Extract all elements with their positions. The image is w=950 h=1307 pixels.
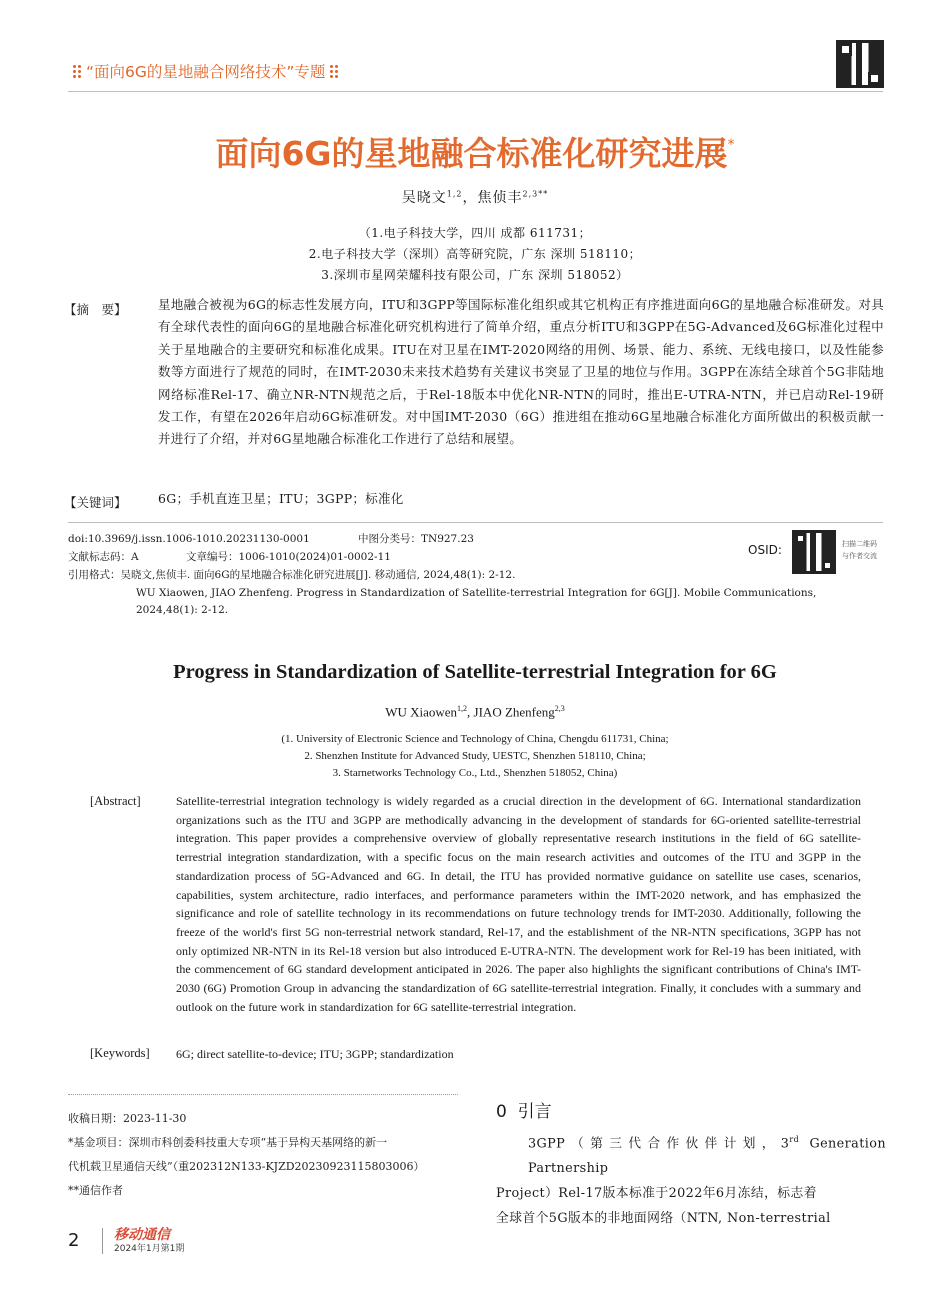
footnote-divider [68,1094,458,1095]
doc-code: 文献标志码：A [68,551,139,563]
issue-info: 2024年1月第1期 [114,1244,185,1254]
keywords-cn-label: 【关键词】 [64,495,127,510]
intro-line-2: Project）Rel-17版本标准于2022年6月冻结，标志着 [496,1186,817,1202]
dots-icon [329,64,339,80]
section-heading: 0 引言 [496,1102,552,1122]
abstract-cn-label: 【摘 要】 [64,302,127,317]
topic-header [68,60,343,82]
topic-text: “面向6G的星地融合网络技术”专题 [86,63,326,81]
doi: doi:10.3969/j.issn.1006-1010.20231130-0001 [68,533,310,545]
qr-code-icon [836,40,884,88]
affiliation-cn-2: 2.电子科技大学（深圳）高等研究院，广东 深圳 518110； [308,247,642,261]
citation-en-2: 2024,48(1): 2-12. [136,604,229,616]
page-title-cn: 面向6G的星地融合标准化研究进展* [215,134,735,173]
footer-divider [102,1228,103,1254]
journal-logo: 移动通信 [114,1227,170,1243]
corresponding-author: **通信作者 [68,1184,123,1197]
authors-en: WU Xiaowen$^{1,2}$, JIAO Zhenfeng$^{2,3}$ [385,704,565,720]
keywords-en-text: 6G; direct satellite-to-device; ITU; 3GPP; standardization [176,1047,454,1061]
page-title-en: Progress in Standardization of Satellite-terrestrial Integration for 6G [173,661,777,683]
intro-line-1: 3GPP（第三代合作伙伴计划，3rd Generation Partnership [528,1135,886,1177]
received-date: 收稿日期：2023-11-30 [68,1112,187,1125]
abstract-en-label: [Abstract] [90,794,141,808]
article-number: 文章编号：1006-1010(2024)01-0002-11 [186,551,391,563]
dots-icon [72,64,82,80]
osid-qr-icon [792,530,836,574]
abstract-en-text: Satellite-terrestrial integration technology is widely regarded as a crucial direction in the development of 6G. International standardization organizations such as the ITU and 3GPP are methodically advancing in the development of standards for 6G-oriented satellite-terrestrial integration. This paper provides a comprehensive overview of globally representative research institutions in the field of 6G satellite-terrestrial integration standardization, with a specific focus on the main research activities and outcomes of the ITU and 3GPP in the standardization process of 5G-Advanced and 6G. In detail, the ITU has provided normative guidance on satellite use cases, scenarios, capabilities, system architecture, radio interfaces, and performance parameters within the IMT-2020 network, and has emphasized the significance and role of satellite technology in its recommendations on future technology trends for IMT-2030. Additionally, following the freeze of the world's first 5G non-terrestrial network standard, Rel-17, and the establishment of the NR-NTN specifications, 3GPP has not only optimized NR-NTN in its Rel-18 version but also introduced E-UTRA-NTN. The development work for Rel-19 has been initiated, with the commencement of 6G standard development anticipated in 2026. The paper also highlights the significant contributions of China's IMT-2030 (6G) Promotion Group in advancing the standardization of 6G satellite-terrestrial integration. Finally, it concludes with a summary and outlook on the future work in standardization for 6G satellite-terrestrial integration. [176,794,861,1014]
affiliation-en-3: 3. Starnetworks Technology Co., Ltd., Shenzhen 518052, China) [332,767,618,779]
authors-cn: 吴晓文$^{1,2}$，焦侦丰$^{2,3**}$ [401,189,549,206]
keywords-en-label: [Keywords] [90,1046,150,1060]
abstract-cn-text: 星地融合被视为6G的标志性发展方向，ITU和3GPP等国际标准化组织或其它机构正有序推进面向6G的星地融合标准研发。对具有全球代表性的面向6G的星地融合标准化研究机构进行了简单介绍，重点分析ITU和3GPP在5G-Advanced及6G标准化过程中关于星地融合的主要研究和标准化成果。ITU在对卫星在IMT-2020网络的用例、场景、能力、系统、无线电接口，以及性能参数等方面进行了规范的同时，在IMT-2030未来技术趋势有关建议书突显了卫星的地位与作用。3GPP在冻结全球首个5G非陆地网络标准Rel-17、确立NR-NTN规范之后，于Rel-18版本中优化NR-NTN的同时，推出E-UTRA-NTN，并已启动Rel-19研发工作，有望在2026年启动6G标准研发。对中国IMT-2030（6G）推进组在推动6G星地融合标准化方面所做出的积极贡献一并进行了介绍，并对6G星地融合标准化工作进行了总结和展望。 [158,297,884,447]
citation-cn: 引用格式：吴晓文,焦侦丰. 面向6G的星地融合标准化研究进展[J]. 移动通信, 2024,48(1): 2-12. [68,569,516,581]
citation-en-1: WU Xiaowen, JIAO Zhenfeng. Progress in Standardization of Satellite-terrestrial Integration for 6G[J]. Mobile Communications, [136,587,817,599]
intro-line-3: 全球首个5G版本的非地面网络（NTN, Non-terrestrial [496,1211,831,1227]
page-number: 2 [68,1230,80,1251]
qr-hint: 扫描二维码 与作者交流 [842,540,877,560]
clc-code: 中图分类号：TN927.23 [358,533,474,545]
header-divider [68,91,883,92]
intro-text [496,1127,886,1231]
osid-label: OSID: [748,543,782,557]
affiliation-cn-1: （1.电子科技大学，四川 成都 611731； [358,226,592,240]
affiliation-en-1: (1. University of Electronic Science and Technology of China, Chengdu 611731, China; [281,733,669,745]
affiliation-en-2: 2. Shenzhen Institute for Advanced Study, UESTC, Shenzhen 518110, China; [304,750,646,762]
fund-line-1: *基金项目：深圳市科创委科技重大专项“基于异构天基网络的新一 [68,1136,388,1149]
affiliation-cn-3: 3.深圳市星网荣耀科技有限公司，广东 深圳 518052） [321,268,629,282]
footnotes [68,1107,468,1203]
meta-divider [68,522,883,523]
keywords-cn-text: 6G；手机直连卫星；ITU；3GPP；标准化 [158,491,404,506]
fund-line-2: 代机载卫星通信天线”（重202312N133-KJZD20230923115803006） [68,1160,425,1173]
